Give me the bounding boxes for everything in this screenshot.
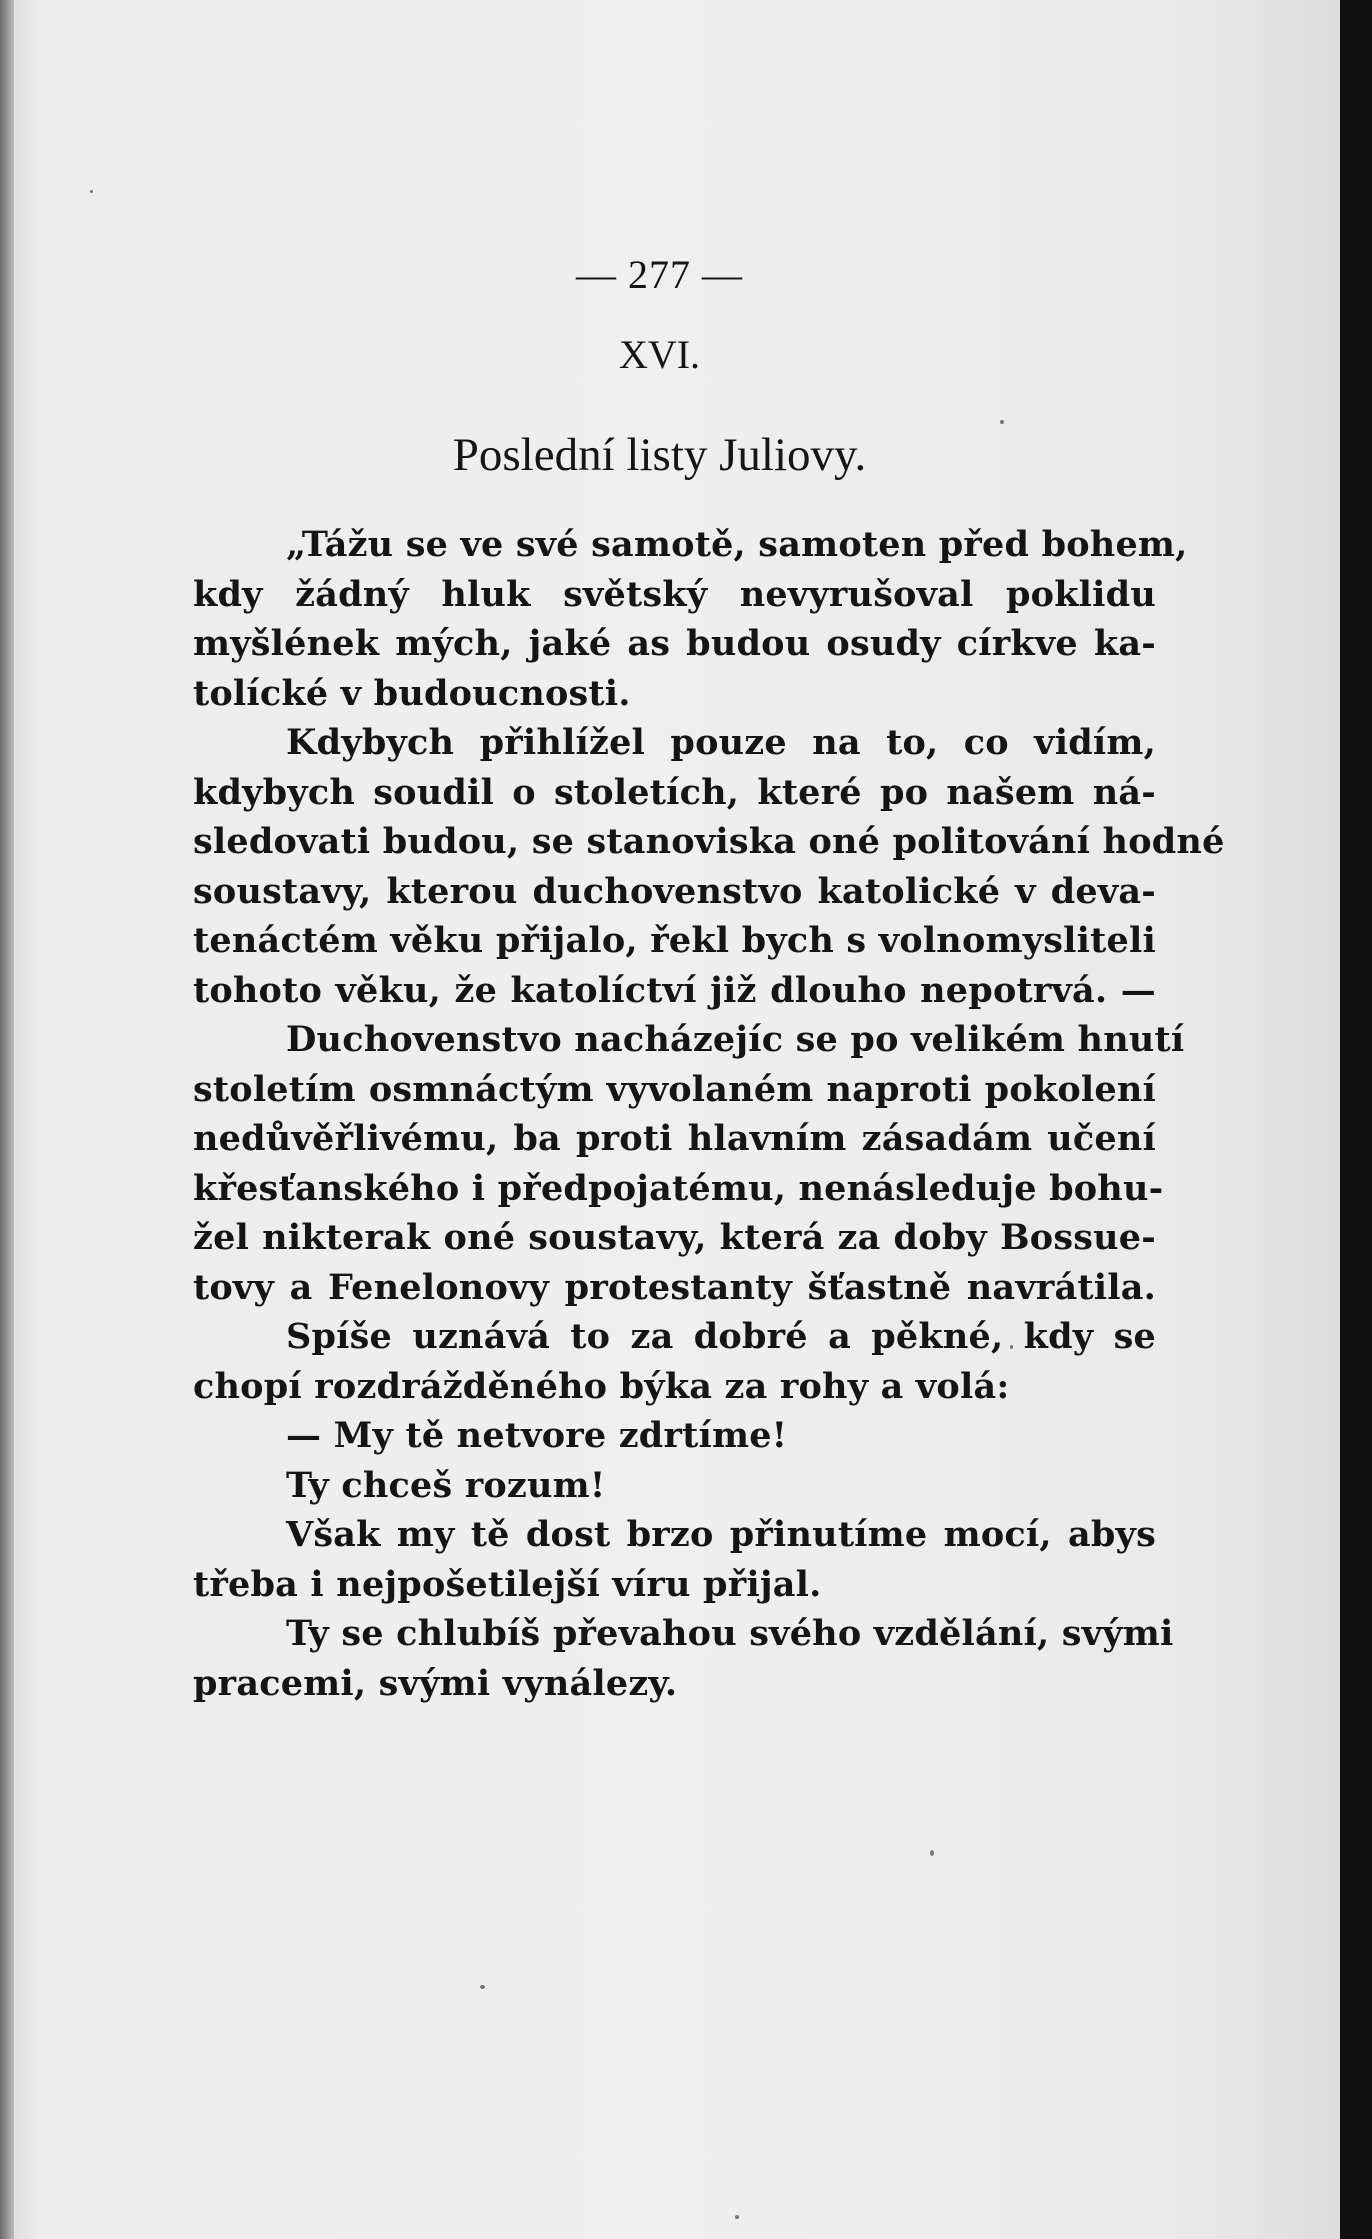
text-line: tovy a Fenelonovy protestanty šťastně navrátila.	[193, 1266, 1156, 1308]
page-text	[193, 240, 1225, 1708]
text-line: třeba i nejpošetilejší víru přijal.	[193, 1563, 822, 1605]
text-line: sledovati budou, se stanoviska oné politování hodné	[193, 821, 1225, 862]
text-line: tohoto věku, že katolíctví již dlouho nepotrvá. —	[193, 969, 1156, 1011]
text-line: chopí rozdrážděného býka za rohy a volá:	[193, 1365, 1010, 1407]
chapter-title: Poslední listy Juliovy.	[452, 429, 867, 481]
text-line: — My tě netvore zdrtíme!	[286, 1415, 788, 1456]
page-number: — 277 —	[576, 252, 743, 297]
text-line: pracemi, svými vynálezy.	[193, 1662, 678, 1704]
paper-speck	[735, 2215, 739, 2219]
paragraph	[193, 1461, 1156, 1511]
scan-dark-border	[1340, 0, 1372, 2239]
text-line: žel nikterak oné soustavy, která za doby Bossue-	[193, 1217, 1156, 1258]
paragraph	[193, 718, 1225, 1015]
text-line: Kdybych přihlížel pouze na to, co vidím,	[286, 722, 1156, 763]
text-line: kdybych soudil o stoletích, které po našem ná-	[193, 771, 1156, 813]
text-line: Však my tě dost brzo přinutíme mocí, abys	[286, 1514, 1156, 1555]
text-line: nedůvěřlivému, ba proti hlavním zásadám učení	[193, 1118, 1156, 1159]
text-line: tenáctém věku přijalo, řekl bych s volnomysliteli	[193, 920, 1156, 961]
text-line: tolícké v budoucnosti.	[193, 672, 631, 714]
text-line: soustavy, kterou duchovenstvo katolické v deva-	[193, 870, 1156, 912]
paragraph	[193, 1609, 1174, 1708]
paper-speck	[90, 190, 93, 193]
text-line: Spíše uznává to za dobré a pěkné, kdy se	[286, 1316, 1156, 1357]
text-line: „Tážu se ve své samotě, samoten před bohem,	[286, 524, 1188, 565]
paragraph	[193, 1015, 1185, 1312]
text-line: stoletím osmnáctým vyvolaném naproti pokolení	[193, 1068, 1156, 1110]
paragraph	[193, 1411, 1156, 1461]
page-left-edge-shadow	[0, 0, 14, 2239]
paper-speck	[930, 1850, 934, 1856]
paragraph	[193, 1510, 1156, 1609]
text-line: kdy žádný hluk světský nevyrušoval poklidu	[193, 573, 1156, 615]
paper-speck	[480, 1985, 485, 1989]
paragraph	[193, 1312, 1156, 1411]
paragraph	[193, 520, 1188, 718]
text-line: myšlének mých, jaké as budou osudy církve ka-	[193, 623, 1156, 664]
text-line: Ty chceš rozum!	[286, 1464, 606, 1506]
text-line: křesťanského i předpojatému, nenásleduje bohu-	[193, 1167, 1164, 1209]
text-line: Ty se chlubíš převahou svého vzdělání, svými	[286, 1613, 1174, 1654]
text-line: Duchovenstvo nacházejíc se po velikém hnutí	[286, 1019, 1185, 1060]
chapter-number: XVI.	[618, 332, 701, 377]
